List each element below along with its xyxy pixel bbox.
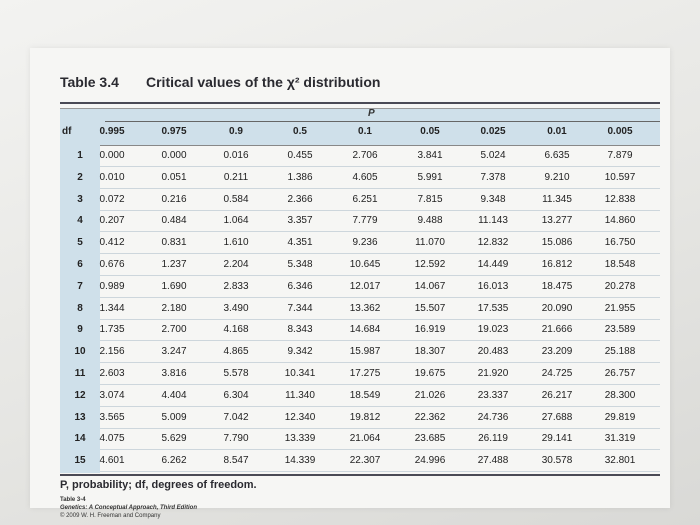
value-cell: 21.955 bbox=[604, 302, 636, 314]
table-row bbox=[60, 189, 660, 211]
table-row bbox=[60, 319, 660, 341]
df-cell: 11 bbox=[74, 368, 86, 379]
table-title: Critical values of the χ² distribution bbox=[146, 74, 381, 90]
value-cell: 17.275 bbox=[349, 368, 381, 379]
value-cell: 16.750 bbox=[604, 237, 636, 249]
value-cell: 10.645 bbox=[349, 259, 381, 270]
value-cell: 20.278 bbox=[604, 280, 636, 292]
value-cell: 5.578 bbox=[223, 368, 249, 379]
table-row bbox=[60, 254, 660, 276]
value-cell: 0.010 bbox=[99, 171, 125, 183]
column-header: 0.995 bbox=[99, 126, 125, 137]
value-cell: 0.412 bbox=[99, 237, 125, 249]
value-cell: 4.601 bbox=[99, 455, 125, 467]
credit-book: Genetics: A Conceptual Approach, Third Edition bbox=[60, 505, 198, 511]
value-cell: 24.736 bbox=[477, 411, 509, 423]
value-cell: 20.483 bbox=[477, 346, 509, 358]
value-cell: 0.072 bbox=[99, 193, 125, 205]
value-cell: 23.209 bbox=[541, 346, 573, 358]
value-cell: 7.378 bbox=[480, 171, 506, 183]
value-cell: 0.831 bbox=[161, 237, 187, 249]
table-number: Table 3.4 bbox=[60, 74, 119, 90]
value-cell: 2.366 bbox=[287, 193, 313, 205]
df-cell: 14 bbox=[74, 433, 86, 445]
row-divider bbox=[100, 471, 660, 472]
value-cell: 0.207 bbox=[99, 215, 125, 227]
value-cell: 1.690 bbox=[161, 280, 187, 292]
value-cell: 3.074 bbox=[99, 389, 125, 401]
value-cell: 11.345 bbox=[542, 193, 572, 205]
value-cell: 12.017 bbox=[349, 280, 381, 292]
value-cell: 17.535 bbox=[477, 302, 509, 314]
value-cell: 10.341 bbox=[284, 368, 316, 379]
value-cell: 18.548 bbox=[604, 259, 636, 270]
table-row bbox=[60, 428, 660, 450]
df-cell: 3 bbox=[77, 193, 83, 205]
value-cell: 3.247 bbox=[161, 346, 187, 358]
value-cell: 22.307 bbox=[349, 455, 381, 467]
value-cell: 2.700 bbox=[161, 324, 187, 336]
value-cell: 2.706 bbox=[352, 150, 378, 161]
value-cell: 4.351 bbox=[287, 237, 313, 249]
df-cell: 7 bbox=[77, 280, 83, 292]
value-cell: 13.362 bbox=[349, 302, 381, 314]
value-cell: 26.119 bbox=[478, 433, 508, 445]
value-cell: 11.070 bbox=[415, 237, 445, 249]
value-cell: 16.013 bbox=[477, 280, 509, 292]
value-cell: 5.024 bbox=[480, 150, 506, 161]
value-cell: 19.023 bbox=[477, 324, 509, 336]
value-cell: 12.340 bbox=[284, 411, 316, 423]
value-cell: 5.009 bbox=[161, 411, 187, 423]
value-cell: 6.262 bbox=[161, 455, 187, 467]
value-cell: 12.832 bbox=[477, 237, 509, 249]
value-cell: 9.488 bbox=[417, 215, 443, 227]
value-cell: 6.635 bbox=[544, 150, 570, 161]
column-header: 0.05 bbox=[420, 126, 440, 137]
value-cell: 21.666 bbox=[541, 324, 573, 336]
value-cell: 0.051 bbox=[161, 171, 187, 183]
credit-label: Table 3-4 bbox=[60, 497, 86, 503]
value-cell: 15.987 bbox=[349, 346, 381, 358]
value-cell: 15.507 bbox=[414, 302, 446, 314]
value-cell: 19.675 bbox=[414, 368, 446, 379]
value-cell: 12.592 bbox=[414, 259, 446, 270]
value-cell: 12.838 bbox=[604, 193, 636, 205]
value-cell: 9.210 bbox=[544, 171, 570, 183]
value-cell: 9.236 bbox=[352, 237, 378, 249]
column-header: 0.1 bbox=[358, 126, 372, 137]
column-header: 0.975 bbox=[161, 126, 187, 137]
df-cell: 5 bbox=[77, 237, 83, 249]
df-cell: 2 bbox=[77, 171, 83, 183]
value-cell: 27.488 bbox=[477, 455, 509, 467]
value-cell: 14.684 bbox=[349, 324, 381, 336]
value-cell: 1.735 bbox=[99, 324, 125, 336]
value-cell: 2.156 bbox=[99, 346, 125, 358]
value-cell: 7.815 bbox=[417, 193, 443, 205]
value-cell: 5.991 bbox=[417, 171, 443, 183]
value-cell: 5.348 bbox=[287, 259, 313, 270]
value-cell: 1.064 bbox=[223, 215, 249, 227]
value-cell: 14.860 bbox=[604, 215, 636, 227]
value-cell: 0.016 bbox=[223, 150, 249, 161]
column-header: 0.005 bbox=[607, 126, 633, 137]
value-cell: 14.449 bbox=[477, 259, 509, 270]
value-cell: 0.216 bbox=[161, 193, 187, 205]
value-cell: 20.090 bbox=[541, 302, 573, 314]
value-cell: 1.610 bbox=[223, 237, 249, 249]
value-cell: 7.042 bbox=[223, 411, 249, 423]
value-cell: 0.676 bbox=[99, 259, 125, 270]
table-row bbox=[60, 298, 660, 320]
value-cell: 26.757 bbox=[604, 368, 636, 379]
df-cell: 1 bbox=[77, 150, 83, 161]
df-cell: 8 bbox=[77, 302, 83, 314]
footnote: P, probability; df, degrees of freedom. bbox=[60, 479, 257, 491]
table-row bbox=[60, 385, 660, 407]
value-cell: 31.319 bbox=[604, 433, 636, 445]
value-cell: 9.348 bbox=[480, 193, 506, 205]
df-cell: 15 bbox=[74, 455, 86, 467]
value-cell: 18.475 bbox=[541, 280, 573, 292]
value-cell: 7.879 bbox=[607, 150, 633, 161]
value-cell: 23.589 bbox=[604, 324, 636, 336]
value-cell: 32.801 bbox=[604, 455, 636, 467]
table-title-row bbox=[60, 74, 660, 98]
value-cell: 29.819 bbox=[604, 411, 636, 423]
value-cell: 6.251 bbox=[352, 193, 378, 205]
value-cell: 23.685 bbox=[414, 433, 446, 445]
table-row bbox=[60, 210, 660, 232]
value-cell: 0.000 bbox=[161, 150, 187, 161]
value-cell: 11.340 bbox=[285, 389, 315, 401]
table-row bbox=[60, 232, 660, 254]
table-row bbox=[60, 167, 660, 189]
value-cell: 25.188 bbox=[604, 346, 636, 358]
value-cell: 8.547 bbox=[223, 455, 249, 467]
value-cell: 29.141 bbox=[541, 433, 573, 445]
column-header: 0.5 bbox=[293, 126, 307, 137]
table-row bbox=[60, 145, 660, 167]
value-cell: 4.168 bbox=[223, 324, 249, 336]
value-cell: 18.549 bbox=[349, 389, 381, 401]
value-cell: 3.816 bbox=[161, 368, 187, 379]
value-cell: 4.075 bbox=[99, 433, 125, 445]
value-cell: 26.217 bbox=[541, 389, 573, 401]
value-cell: 2.603 bbox=[99, 368, 125, 379]
value-cell: 3.841 bbox=[417, 150, 443, 161]
column-header: 0.01 bbox=[547, 126, 567, 137]
value-cell: 3.565 bbox=[99, 411, 125, 423]
value-cell: 9.342 bbox=[287, 346, 313, 358]
credit-copyright: © 2009 W. H. Freeman and Company bbox=[60, 513, 161, 519]
column-header: 0.9 bbox=[229, 126, 243, 137]
p-label: P bbox=[368, 108, 375, 119]
value-cell: 18.307 bbox=[414, 346, 446, 358]
value-cell: 27.688 bbox=[541, 411, 573, 423]
value-cell: 15.086 bbox=[541, 237, 573, 249]
table-row bbox=[60, 276, 660, 298]
table-row bbox=[60, 363, 660, 385]
p-span-rule bbox=[105, 121, 660, 122]
value-cell: 11.143 bbox=[478, 215, 508, 227]
value-cell: 1.237 bbox=[161, 259, 187, 270]
table-row bbox=[60, 407, 660, 429]
value-cell: 7.779 bbox=[352, 215, 378, 227]
value-cell: 21.920 bbox=[477, 368, 509, 379]
value-cell: 24.725 bbox=[541, 368, 573, 379]
value-cell: 3.490 bbox=[223, 302, 249, 314]
value-cell: 6.346 bbox=[287, 280, 313, 292]
value-cell: 0.584 bbox=[223, 193, 249, 205]
value-cell: 22.362 bbox=[414, 411, 446, 423]
value-cell: 5.629 bbox=[161, 433, 187, 445]
value-cell: 4.404 bbox=[161, 389, 187, 401]
value-cell: 28.300 bbox=[604, 389, 636, 401]
value-cell: 0.000 bbox=[99, 150, 125, 161]
value-cell: 13.339 bbox=[284, 433, 316, 445]
value-cell: 4.605 bbox=[352, 171, 378, 183]
value-cell: 0.455 bbox=[287, 150, 313, 161]
df-cell: 10 bbox=[74, 346, 86, 358]
value-cell: 14.067 bbox=[414, 280, 446, 292]
value-cell: 6.304 bbox=[223, 389, 249, 401]
value-cell: 1.344 bbox=[99, 302, 125, 314]
value-cell: 8.343 bbox=[287, 324, 313, 336]
value-cell: 16.919 bbox=[414, 324, 446, 336]
value-cell: 7.344 bbox=[287, 302, 313, 314]
df-cell: 4 bbox=[77, 215, 83, 227]
df-cell: 6 bbox=[77, 259, 83, 270]
value-cell: 23.337 bbox=[477, 389, 509, 401]
value-cell: 7.790 bbox=[223, 433, 249, 445]
textbook-page bbox=[30, 48, 670, 519]
value-cell: 2.180 bbox=[161, 302, 187, 314]
value-cell: 0.211 bbox=[223, 171, 249, 183]
table-row bbox=[60, 341, 660, 363]
value-cell: 2.204 bbox=[223, 259, 249, 270]
value-cell: 21.026 bbox=[414, 389, 446, 401]
table-row bbox=[60, 450, 660, 472]
value-cell: 19.812 bbox=[349, 411, 381, 423]
df-header: df bbox=[62, 126, 72, 137]
df-cell: 13 bbox=[74, 411, 86, 423]
value-cell: 14.339 bbox=[284, 455, 316, 467]
value-cell: 10.597 bbox=[604, 171, 636, 183]
value-cell: 0.989 bbox=[99, 280, 125, 292]
value-cell: 30.578 bbox=[541, 455, 573, 467]
value-cell: 4.865 bbox=[223, 346, 249, 358]
top-rule bbox=[60, 102, 660, 104]
value-cell: 13.277 bbox=[541, 215, 573, 227]
df-cell: 9 bbox=[77, 324, 83, 336]
bottom-rule bbox=[60, 474, 660, 476]
column-header: 0.025 bbox=[480, 126, 506, 137]
value-cell: 3.357 bbox=[287, 215, 313, 227]
value-cell: 1.386 bbox=[287, 171, 313, 183]
df-cell: 12 bbox=[74, 389, 86, 401]
value-cell: 0.484 bbox=[161, 215, 187, 227]
value-cell: 2.833 bbox=[223, 280, 249, 292]
value-cell: 24.996 bbox=[414, 455, 446, 467]
value-cell: 16.812 bbox=[541, 259, 573, 270]
value-cell: 21.064 bbox=[349, 433, 381, 445]
